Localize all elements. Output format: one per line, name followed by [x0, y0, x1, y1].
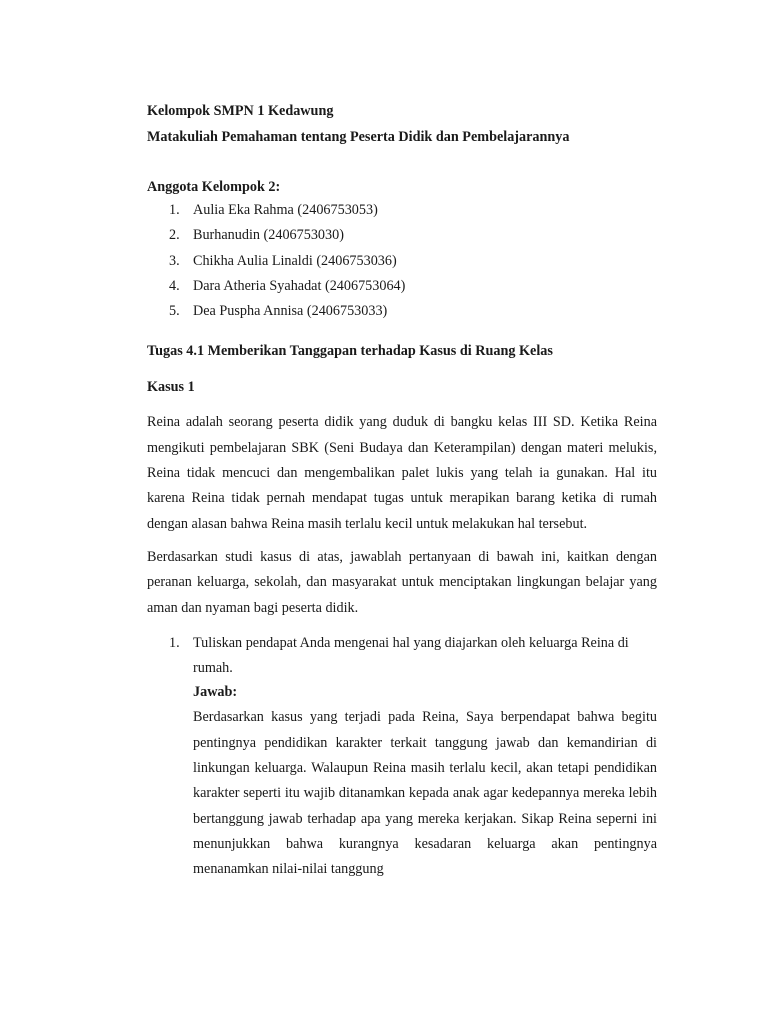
question-number: 1.: [169, 634, 180, 651]
list-number: 3.: [169, 252, 180, 269]
case-paragraph: Reina adalah seorang peserta didik yang duduk di bangku kelas III SD. Ketika Reina mengikuti pembelajaran SBK (Seni Budaya dan Keterampilan) dengan materi melukis, Reina tidak mencuci dan mengembalikan palet lukis yang telah ia gunakan. Hal itu karena Reina tidak pernah mendapat tugas untuk merapikan barang ketika di rumah dengan alasan bahwa Reina masih terlalu kecil untuk melakukan hal tersebut.: [147, 414, 657, 532]
list-item: [147, 299, 657, 324]
list-item: [147, 249, 657, 274]
answer-text: Berdasarkan kasus yang terjadi pada Reina, Saya berpendapat bahwa begitu pentingnya pendidikan karakter terkait tanggung jawab dan kemandirian di linkungan keluarga. Walaupun Reina masih terlalu kecil, akan tetapi pendidikan karakter seperti itu wajib ditanamkan kepada anak agar kedepannya mereka lebih bertanggung jawab terhadap apa yang mereka kerjakan. Sikap Reina seperni ini menunjukkan bahwa kurangnya kesadaran keluarga akan pentingnya menanamkan nilai-nilai tanggung: [193, 709, 657, 878]
member-name: Dara Atheria Syahadat (2406753064): [193, 277, 406, 294]
list-number: 5.: [169, 303, 180, 320]
list-number: 1.: [169, 202, 180, 218]
member-name: Burhanudin (2406753030): [193, 227, 344, 244]
question-list: [147, 631, 657, 883]
list-item: [147, 223, 657, 248]
header-course: Matakuliah Pemahaman tentang Peserta Didik dan Pembelajarannya: [147, 129, 570, 145]
list-item: [147, 198, 657, 223]
list-number: 2.: [169, 227, 180, 244]
group-title: Anggota Kelompok 2:: [147, 179, 281, 195]
list-number: 4.: [169, 277, 180, 294]
member-name: Aulia Eka Rahma (2406753053): [193, 202, 378, 218]
header-school: Kelompok SMPN 1 Kedawung: [147, 103, 334, 119]
case-title: Kasus 1: [147, 379, 195, 396]
answer-label: Jawab:: [193, 684, 238, 701]
list-item: [147, 274, 657, 299]
question-text: Tuliskan pendapat Anda mengenai hal yang diajarkan oleh keluarga Reina di rumah.: [193, 634, 629, 677]
member-name: Chikha Aulia Linaldi (2406753036): [193, 252, 397, 269]
member-list: [147, 198, 657, 324]
instruction-paragraph: Berdasarkan studi kasus di atas, jawablah pertanyaan di bawah ini, kaitkan dengan peranan keluarga, sekolah, dan masyarakat untuk menciptakan lingkungan belajar yang aman dan nyaman bagi peserta didik.: [147, 548, 657, 616]
member-name: Dea Puspha Annisa (2406753033): [193, 303, 388, 320]
question-item: [147, 631, 657, 883]
document-page: [147, 100, 657, 883]
task-title: Tugas 4.1 Memberikan Tanggapan terhadap Kasus di Ruang Kelas: [147, 343, 553, 360]
